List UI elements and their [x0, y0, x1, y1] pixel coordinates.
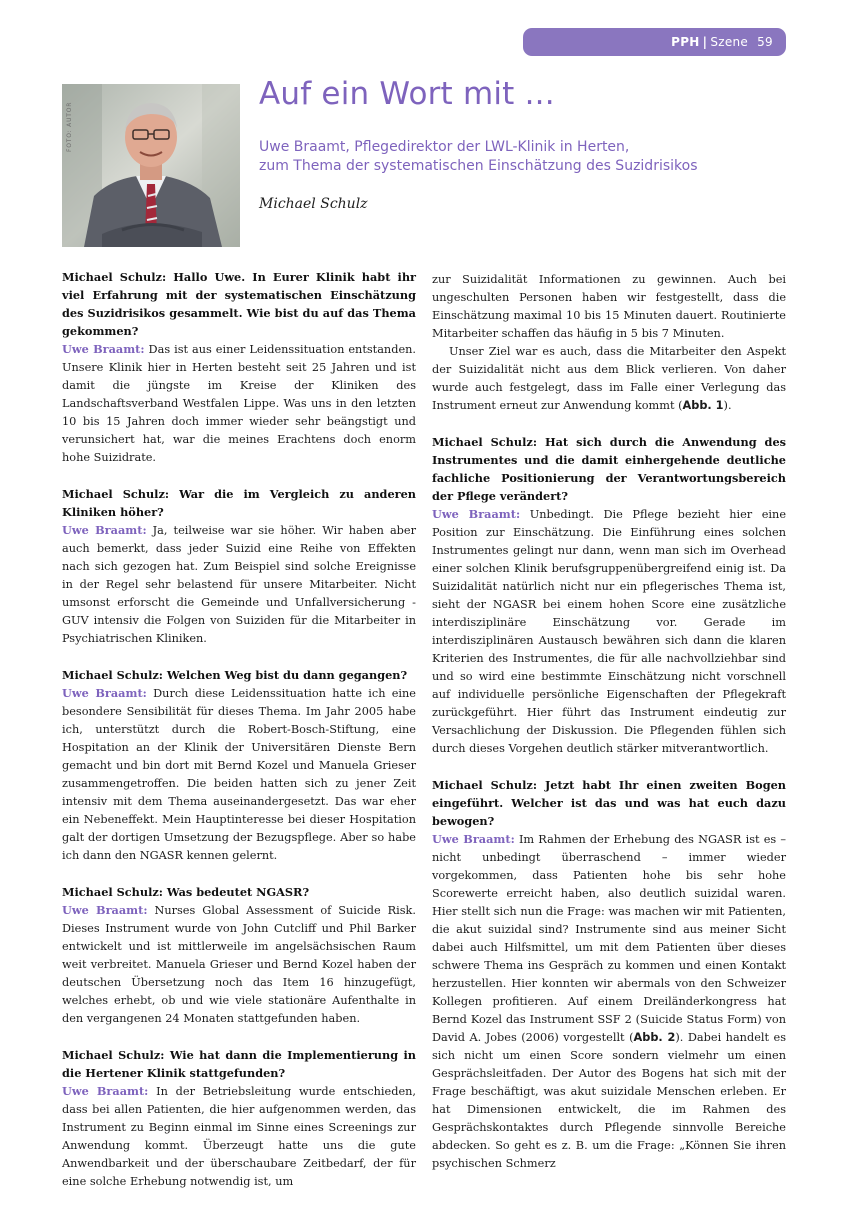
speaker-label: Uwe Braamt: [62, 903, 148, 917]
section-name: Szene [710, 35, 749, 49]
question: Michael Schulz: Wie hat dann die Implementierung in die Hertener Klinik stattgefunden? [62, 1048, 416, 1080]
figure-reference: Abb. 2 [633, 1031, 676, 1044]
answer-text-end: ). [723, 399, 732, 412]
photo-credit: FOTO: AUTOR [66, 101, 73, 152]
answer [62, 1082, 416, 1191]
article-subtitle [259, 138, 779, 176]
right-column [432, 271, 786, 1191]
answer [62, 521, 416, 648]
answer [62, 901, 416, 1028]
answer [62, 340, 416, 467]
question: Michael Schulz: Hallo Uwe. In Eurer Klinik habt ihr viel Erfahrung mit der systematischen Einschätzung des Suzidrisikos gesammelt. Wie bist du auf das Thema gekommen? [62, 270, 416, 338]
header-separator: | [702, 35, 708, 49]
answer-text: Ja, teilweise war sie höher. Wir haben aber auch bemerkt, dass jeder Suizid eine Reihe von Effekten nach sich gezogen hat. Zum Beispiel sind solche Ereignisse in der Regel sehr belastend für unsere Mitarbeiter. Nicht umsonst erforscht die Gemeinde und Unfallversicherung - GUV intensiv die Folgen von Suiziden für die Mitarbeiter in Psychiatrischen Kliniken. [62, 524, 416, 645]
interview-block-2 [62, 485, 416, 648]
interview-block-4 [62, 883, 416, 1028]
answer-text: Im Rahmen der Erhebung des NGASR ist es – nicht unbedingt überraschend – immer wieder vorgekommen, dass Patienten hohe bis sehr hohe Scorewerte erreicht haben, also deutlich suizidal waren. Hier stellt sich nun die Frage: was machen wir mit Patienten, die akut suizidal sind? Instrumente sind aus meiner Sicht dabei auch Hilfsmittel, um mit dem Patienten über dieses schwere Thema ins Gespräch zu kommen und einen Kontakt herzustellen. Hier konnten wir abermals von den Schweizer Kollegen profitieren. Auf einem Dreiländerkongress hat Bernd Kozel das Instrument SSF 2 (Suicide Status Form) von David A. Jobes (2006) vorgestellt ( [432, 833, 787, 1044]
page-number: 59 [757, 35, 773, 49]
portrait-photo [62, 84, 240, 247]
speaker-label: Uwe Braamt: [62, 1084, 149, 1098]
answer [62, 684, 416, 865]
figure-reference: Abb. 1 [682, 399, 724, 412]
answer-paragraph [432, 343, 786, 415]
answer-text: In der Betriebsleitung wurde entschieden, dass bei allen Patienten, die hier aufgenommen werden, das Instrument zu Beginn einmal im Sinne eines Screenings zur Anwendung kommt. Überzeugt hatte uns die gute Anwendbarkeit und der überschaubare Zeitbedarf, der für eine solche Erhebung notwendig ist, um [62, 1085, 417, 1188]
speaker-label: Uwe Braamt: [432, 507, 521, 521]
subtitle-line-1: Uwe Braamt, Pflegedirektor der LWL-Klinik in Herten, [259, 139, 630, 155]
interview-block-7 [432, 776, 786, 1173]
question: Michael Schulz: Was bedeutet NGASR? [62, 885, 310, 899]
question: Michael Schulz: War die im Vergleich zu anderen Kliniken höher? [62, 487, 416, 519]
portrait-illustration [62, 84, 240, 247]
answer-text: Unser Ziel war es auch, dass die Mitarbeiter den Aspekt der Suizidalität nicht aus dem Blick verlieren. Von daher wurde auch festgelegt, dass im Falle einer Verlegung das Instrument erneut zur Anwendung kommt ( [432, 345, 786, 412]
answer-text: Nurses Global Assessment of Suicide Risk. Dieses Instrument wurde von John Cutcliff und Phil Barker entwickelt und ist mittlerweile im angelsächsischen Raum weit verbreitet. Manuela Grieser und Bernd Kozel haben der deutschen Übersetzung noch das Item 16 hinzugefügt, welches erhebt, ob und wie viele stationäre Aufenthalte in den vergangenen 24 Monaten stattgefunden haben. [62, 904, 416, 1025]
answer [432, 830, 786, 1173]
question: Michael Schulz: Hat sich durch die Anwendung des Instrumentes und die damit einhergehende deutliche fachliche Positionierung der Verantwortungsbereich der Pflege verändert? [432, 435, 786, 503]
question: Michael Schulz: Jetzt habt Ihr einen zweiten Bogen eingeführt. Welcher ist das und was hat euch dazu bewogen? [432, 778, 786, 828]
speaker-label: Uwe Braamt: [432, 832, 515, 846]
question: Michael Schulz: Welchen Weg bist du dann gegangen? [62, 668, 408, 682]
page-header-tab [523, 28, 786, 56]
article-author: Michael Schulz [259, 196, 368, 212]
answer-continuation: zur Suizidalität Informationen zu gewinnen. Auch bei ungeschulten Personen haben wir festgestellt, dass die Einschätzung maximal 10 bis 15 Minuten dauert. Routinierte Mitarbeiter schaffen das häufig in 5 bis 7 Minuten. [432, 273, 786, 340]
answer-text: ). Dabei handelt es sich nicht um einen Score sondern vielmehr um einen Gesprächsleitfaden. Der Autor des Bogens hat sich mit der Frage beschäftigt, was akut suizidale Menschen erleben. Er hat Dimensionen entwickelt, die im Rahmen des Gesprächskontaktes durch Pflegende sinnvolle Bereiche abdecken. So geht es z. B. um die Frage: „Können Sie ihren psychischen Schmerz [432, 1031, 786, 1170]
subtitle-line-2: zum Thema der systematischen Einschätzung des Suzidrisikos [259, 158, 698, 174]
answer-text: Das ist aus einer Leidenssituation entstanden. Unsere Klinik hier in Herten besteht seit 25 Jahren und ist damit die jüngste im Kreise der Kliniken des Landschaftsverband Westfalen Lippe. Was uns in den letzten 10 bis 15 Jahren doch immer wieder sehr beängstigt und verunsichert hat, war die meines Erachtens doch enorm hohe Suizidrate. [62, 343, 416, 464]
magazine-name: PPH [671, 35, 700, 49]
speaker-label: Uwe Braamt: [62, 686, 147, 700]
interview-block-1 [62, 268, 416, 467]
interview-block-3 [62, 666, 416, 865]
article-title: Auf ein Wort mit ... [259, 76, 555, 112]
speaker-label: Uwe Braamt: [62, 342, 145, 356]
left-column [62, 268, 416, 1209]
answer-text: Unbedingt. Die Pflege bezieht hier eine Position zur Einschätzung. Die Einführung eines solchen Instrumentes gelingt nur dann, wenn man sich im Overhead einer solchen Klinik berufsgruppenübergreifend einig ist. Da Suizidalität natürlich nicht nur ein pflegerisches Thema ist, sieht der NGASR bei einem hohen Score eine zusätzliche interdisziplinäre Einschätzung vor. Gerade im interdisziplinären Austausch bewähren sich dann die klaren Kriterien des Instrumentes, die für alle nachvollziehbar sind und so wird eine bestimmte Einschätzung nicht vorschnell auf individuelle persönliche Eigenschaften der Pflegekraft zurückgeführt. Hier führt das Instrument eindeutig zur Versachlichung der Diskussion. Die Pflegenden fühlen sich durch dieses Vorgehen deutlich stärker mitverantwortlich. [432, 508, 787, 755]
interview-block-5 [62, 1046, 416, 1191]
answer-text: Durch diese Leidenssituation hatte ich eine besondere Sensibilität für dieses Thema. Im Jahr 2005 habe ich, unterstützt durch die Robert-Bosch-Stiftung, eine Hospitation an der Klinik der Universitären Dienste Bern gemacht und bin dort mit Bernd Kozel und Manuela Grieser zusammengetroffen. Die beiden hatten sich zu jener Zeit intensiv mit dem Thema auseinandergesetzt. Das war eher ein Nebeneffekt. Mein Hauptinteresse bei dieser Hospitation galt der dortigen Umsetzung der Bezugspflege. Aber so habe ich dann den NGASR kennen gelernt. [62, 687, 416, 862]
interview-block-6 [432, 433, 786, 758]
speaker-label: Uwe Braamt: [62, 523, 147, 537]
answer [432, 505, 786, 758]
